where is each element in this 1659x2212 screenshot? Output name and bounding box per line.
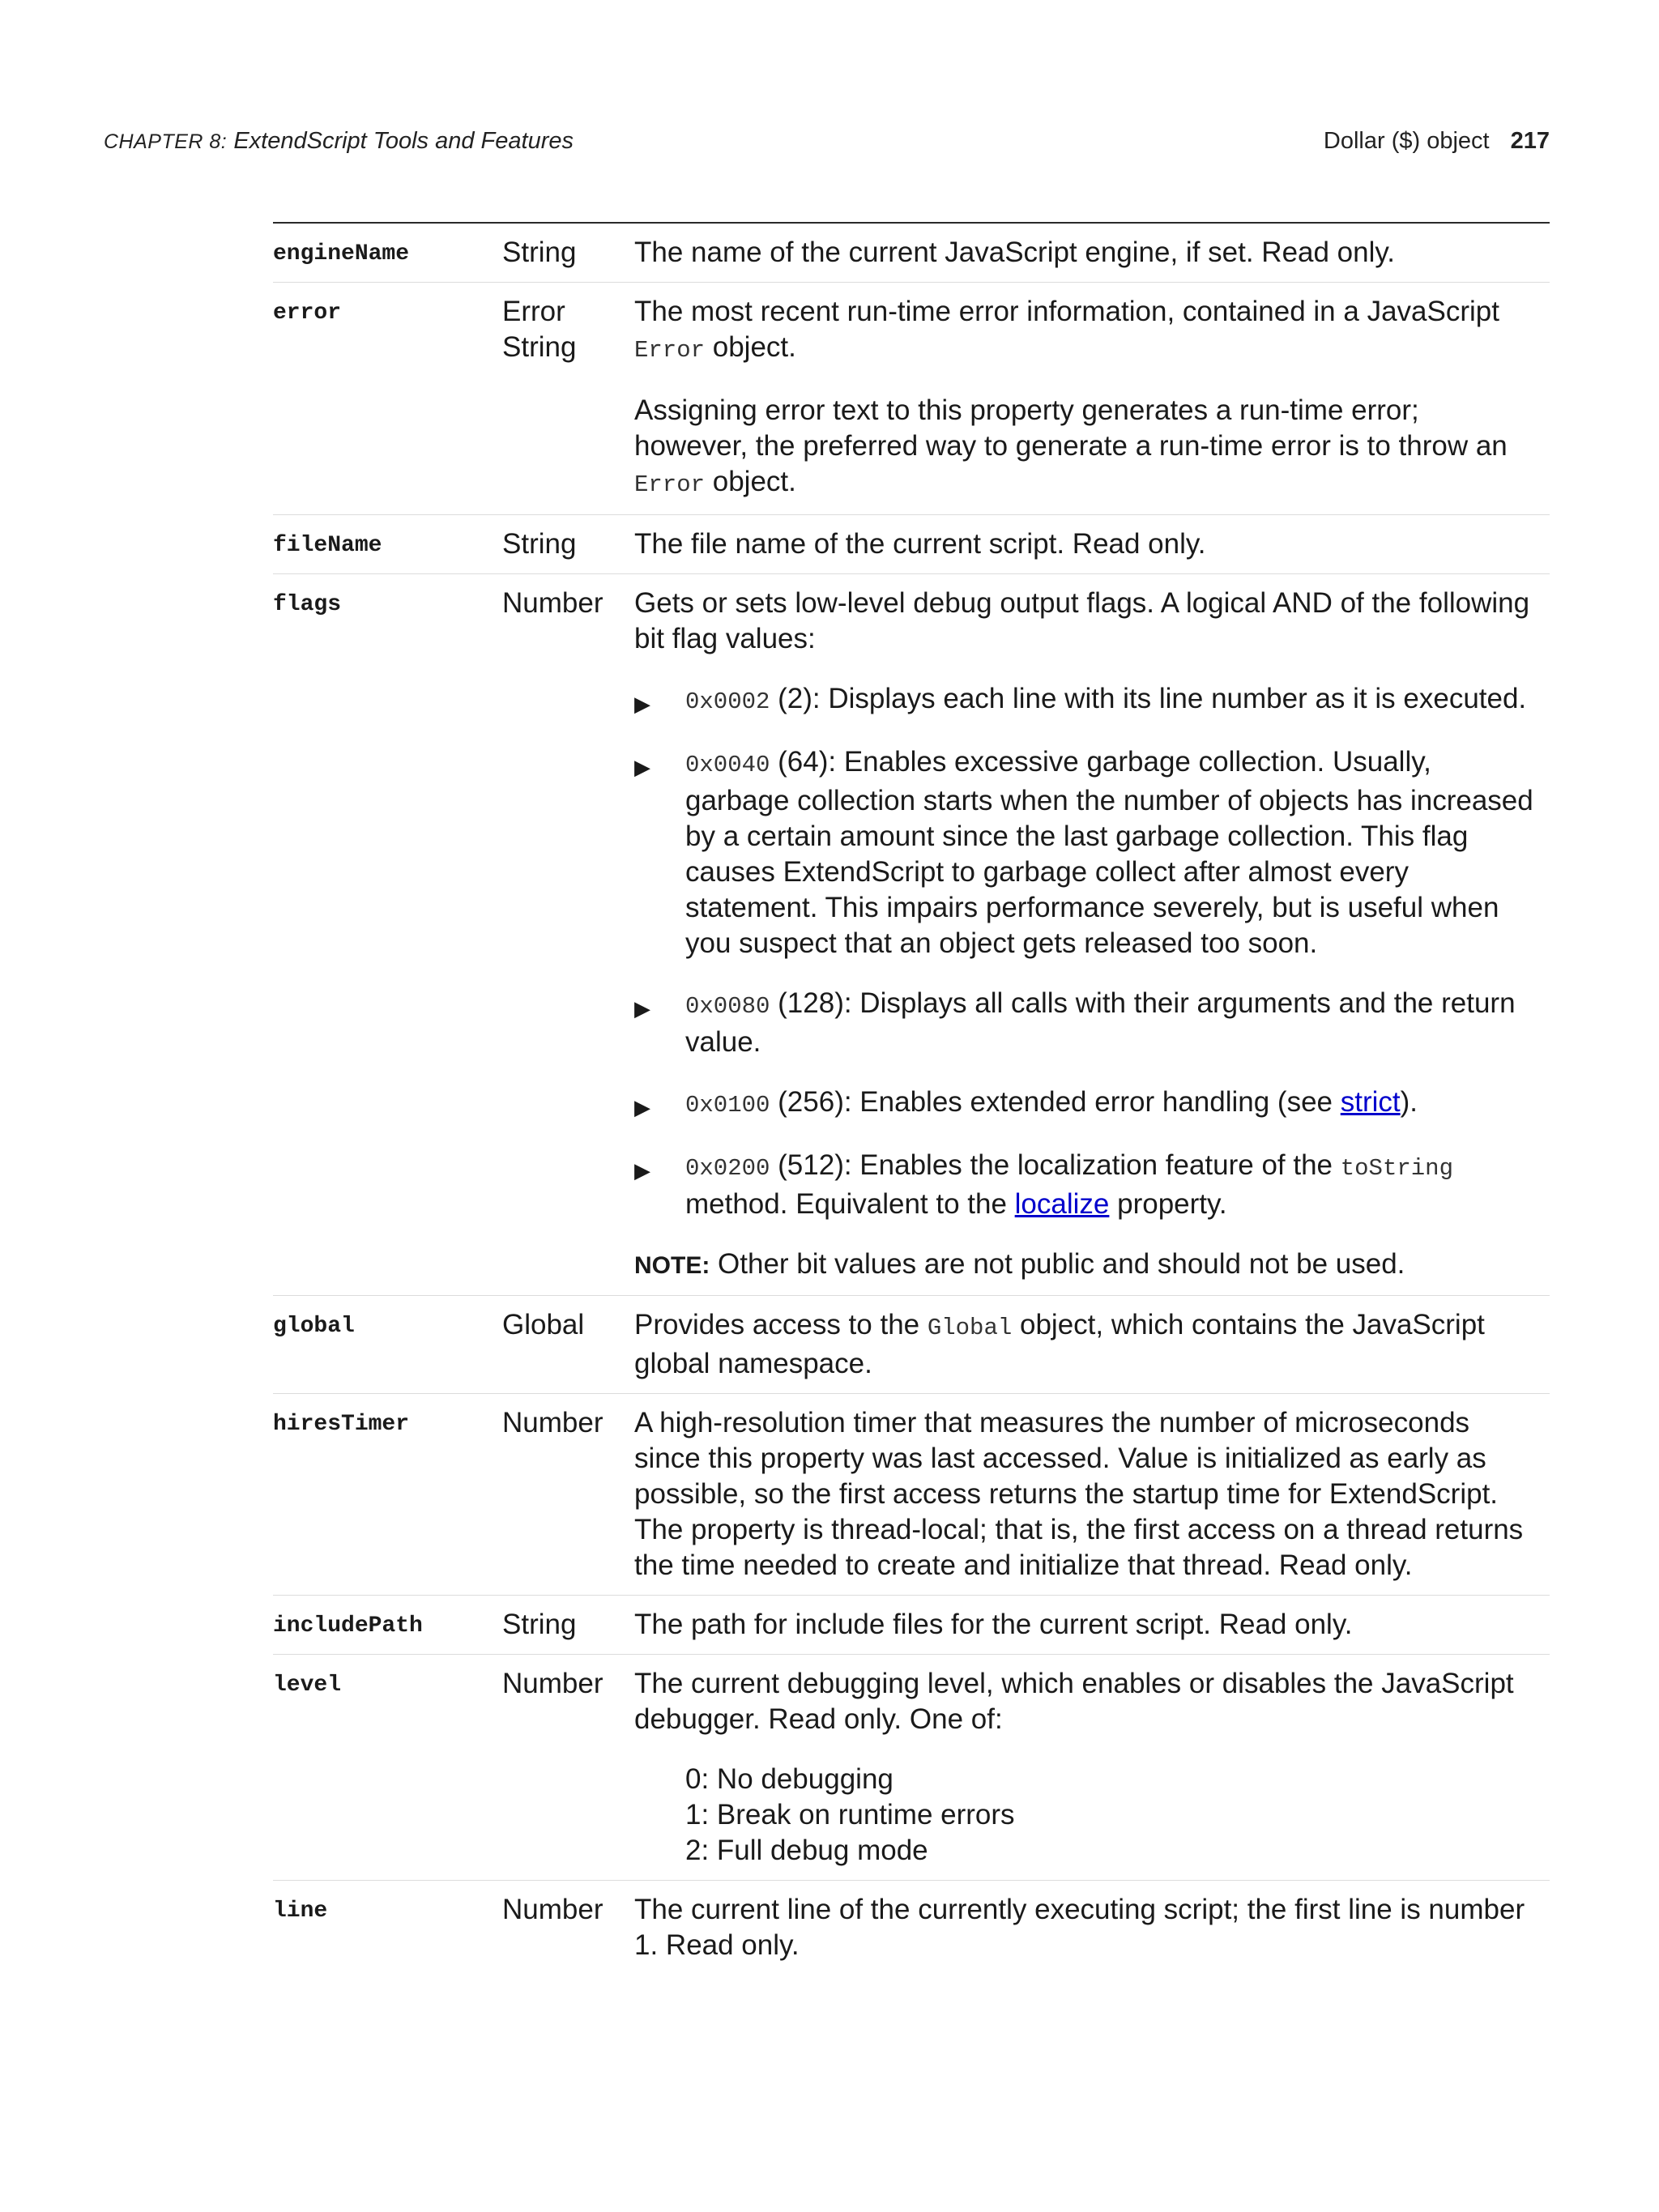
property-type: String	[502, 528, 577, 560]
bullet-triangle-icon: ▶	[634, 1095, 650, 1119]
description-text: The path for include files for the current script. Read only.	[634, 1609, 1353, 1640]
text: object, which contains the JavaScript global namespace.	[634, 1309, 1485, 1379]
text: (128): Displays all calls with their arguments and the return value.	[685, 987, 1516, 1058]
text: property.	[1109, 1188, 1227, 1220]
text: (256): Enables extended error handling (see	[770, 1086, 1341, 1118]
property-description	[634, 1666, 1550, 1869]
level-option: 2: Full debug mode	[685, 1835, 928, 1866]
level-options	[634, 1762, 1533, 1869]
property-name: hiresTimer	[273, 1412, 410, 1437]
property-name: global	[273, 1314, 355, 1339]
property-name: fileName	[273, 533, 382, 558]
text: object.	[705, 331, 796, 363]
inline-code: 0x0100	[685, 1092, 770, 1119]
property-type: Number	[502, 1894, 603, 1925]
property-description	[634, 586, 1550, 1284]
bullet-triangle-icon: ▶	[634, 1158, 650, 1183]
bullet-triangle-icon: ▶	[634, 996, 650, 1021]
table-row	[273, 1596, 1550, 1655]
chapter-prefix: CHAPTER 8:	[104, 130, 228, 153]
page-number: 217	[1510, 128, 1550, 154]
table-row	[273, 1394, 1550, 1596]
text: Assigning error text to this property generates a run-time error; however, the preferred way to generate a run-time error is to throw an	[634, 394, 1508, 462]
property-type: Global	[502, 1309, 585, 1340]
table-row	[273, 1296, 1550, 1394]
list-item	[634, 1148, 1533, 1222]
text: ).	[1400, 1086, 1418, 1118]
text: method. Equivalent to the	[685, 1188, 1015, 1220]
running-header-section	[1324, 128, 1550, 155]
table-row	[273, 283, 1550, 515]
level-option: 1: Break on runtime errors	[685, 1799, 1015, 1831]
property-type: Number	[502, 587, 603, 619]
property-name: error	[273, 300, 342, 326]
description-paragraph	[634, 1307, 1533, 1382]
property-name: line	[273, 1899, 328, 1924]
localize-link[interactable]: localize	[1014, 1188, 1110, 1220]
list-item	[634, 1085, 1533, 1123]
property-description	[634, 1307, 1550, 1382]
chapter-title: ExtendScript Tools and Features	[233, 128, 574, 154]
property-description	[634, 1405, 1550, 1583]
description-text: The current debugging level, which enables or disables the JavaScript debugger. Read only. One of:	[634, 1668, 1514, 1735]
flag-list	[634, 681, 1533, 1222]
inline-code: 0x0040	[685, 752, 770, 778]
inline-code: toString	[1340, 1155, 1453, 1182]
property-description	[634, 1892, 1550, 1963]
note	[634, 1247, 1533, 1284]
bullet-triangle-icon: ▶	[634, 755, 650, 779]
property-name: level	[273, 1673, 342, 1698]
text: (64): Enables excessive garbage collection. Usually, garbage collection starts when the number of objects has increased by a certain amount since the last garbage collection. This flag causes ExtendScript to garbage collect after almost every statement. This impairs performance severely, but is useful when you suspect that an object gets released too soon.	[685, 746, 1533, 959]
description-paragraph	[634, 294, 1533, 369]
list-item	[634, 744, 1533, 961]
type-line: String	[502, 331, 577, 363]
inline-code: Error	[634, 471, 706, 498]
property-name: engineName	[273, 241, 410, 266]
text: (512): Enables the localization feature of the	[770, 1149, 1341, 1181]
description-text: The current line of the currently executing script; the first line is number 1. Read only.	[634, 1894, 1525, 1961]
inline-code: Global	[927, 1315, 1013, 1341]
table-row	[273, 224, 1550, 283]
list-item	[634, 681, 1533, 720]
running-header-chapter	[104, 128, 574, 155]
text: (2): Displays each line with its line number as it is executed.	[770, 683, 1527, 714]
description-text: The name of the current JavaScript engine, if set. Read only.	[634, 237, 1396, 268]
property-description	[634, 526, 1550, 562]
description-text: A high-resolution timer that measures the number of microseconds since this property was last accessed. Value is initialized as early as possible, so the first access returns the startup time for ExtendScript. The property is thread-local; that is, the first access on a thread returns the time needed to create and initialize that thread. Read only.	[634, 1407, 1524, 1581]
description-text: The file name of the current script. Read only.	[634, 528, 1206, 560]
property-type: Number	[502, 1668, 603, 1699]
text: object.	[705, 466, 796, 497]
property-type: String	[502, 237, 577, 268]
strict-link[interactable]: strict	[1340, 1086, 1401, 1118]
property-description	[634, 235, 1550, 271]
table-row	[273, 574, 1550, 1296]
table-row	[273, 1881, 1550, 1975]
note-text: Other bit values are not public and should not be used.	[710, 1248, 1405, 1280]
property-table	[273, 222, 1550, 1975]
table-row	[273, 515, 1550, 574]
level-option: 0: No debugging	[685, 1763, 893, 1795]
inline-code: 0x0200	[685, 1155, 770, 1182]
inline-code: 0x0002	[685, 688, 770, 715]
property-type: String	[502, 1609, 577, 1640]
type-line: Error	[502, 296, 565, 327]
property-description	[634, 294, 1550, 503]
description-paragraph	[634, 393, 1533, 503]
table-row	[273, 1655, 1550, 1881]
property-type: Number	[502, 1407, 603, 1438]
description-text: Gets or sets low-level debug output flags. A logical AND of the following bit flag values:	[634, 587, 1530, 654]
bullet-triangle-icon: ▶	[634, 692, 650, 716]
property-description	[634, 1607, 1550, 1643]
section-title: Dollar ($) object	[1323, 128, 1490, 154]
property-type	[502, 294, 634, 503]
note-label: NOTE:	[634, 1252, 710, 1279]
property-name: flags	[273, 592, 342, 617]
inline-code: 0x0080	[685, 993, 770, 1020]
property-name: includePath	[273, 1613, 423, 1639]
text: The most recent run-time error information, contained in a JavaScript	[634, 296, 1499, 327]
list-item	[634, 986, 1533, 1060]
text: Provides access to the	[634, 1309, 928, 1340]
inline-code: Error	[634, 337, 706, 364]
